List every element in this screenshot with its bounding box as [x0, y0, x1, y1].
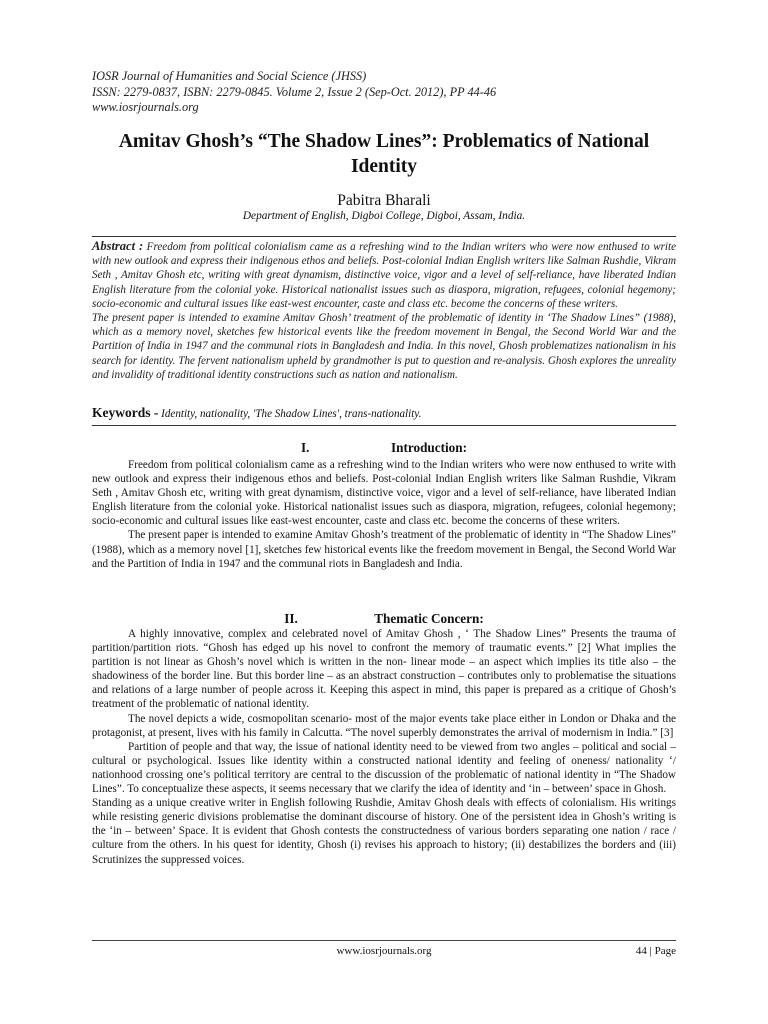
abstract-bottom-rule — [92, 425, 676, 426]
body-paragraph: Freedom from political colonialism came as a refreshing wind to the Indian writers who were now enthused to write with new outlook and express their indigenous ethos and beliefs. Post-colonial Indian English writers like Salman Rushdie, Vikram Seth , Amitav Ghosh etc, writing with great dynamism, distinctive voice, vigor and a level of self-reliance, have liberated Indian English literature from the colonial yoke. Historical nationalist issues such as diaspora, migration, refugees, colonial hegemony; socio-economic and cultural issues like east-west encounter, caste and class etc. become the concerns of these writers. — [92, 459, 676, 528]
keywords-line — [92, 406, 676, 421]
section-heading-introduction — [92, 440, 676, 456]
body-paragraph: The present paper is intended to examine Amitav Ghosh’s treatment of the problematic of identity in “The Shadow Lines” (1988), which as a memory novel [1], sketches few historical events like the freedom movement in Bengal, the Second World War and the Partition of India in 1947 and the communal riots in Bangladesh and India. — [92, 529, 676, 570]
section-number: I. — [301, 440, 310, 455]
body-paragraph: A highly innovative, complex and celebrated novel of Amitav Ghosh , ‘ The Shadow Lines” Presents the trauma of partition/partition riots. “Ghosh has edged up his novel to confront the memory of traumatic events.” [2] What implies the partition is not linear as Ghosh’s novel which is written in the non- linear mode – an aspect which implies its title also – the shadowiness of the border line. But this border line – as an abstract construction – contributes only to problematise the situations and relations of a large number of people across it. Keeping this aspect in mind, this paper is prepared as a critique of Ghosh’s treatment of the problematic of national identity. — [92, 628, 676, 711]
paper-page — [92, 0, 676, 1024]
abstract-top-rule — [92, 236, 676, 237]
section-title: Introduction: — [391, 440, 467, 455]
footer-url: www.iosrjournals.org — [336, 945, 432, 957]
journal-name: IOSR Journal of Humanities and Social Science (JHSS) — [92, 69, 367, 83]
introduction-body — [92, 458, 676, 571]
body-paragraph: The novel depicts a wide, cosmopolitan scenario- most of the major events take place either in London or Dhaka and the protagonist, at present, lives with his family in Calcutta. “The novel superbly demonstrates the arrival of modernism in India.” [3] — [92, 712, 676, 739]
footer-page-number: 44 | Page — [635, 945, 676, 957]
keywords-values: Identity, nationality, 'The Shadow Lines', trans-nationality. — [161, 408, 422, 420]
abstract-block — [92, 239, 676, 382]
abstract-label: Abstract : — [92, 239, 144, 253]
abstract-paragraph-2: The present paper is intended to examine Amitav Ghosh’ treatment of the problematic of identity in ‘The Shadow Lines” (1988), which as a memory novel, sketches few historical events like the freedom movement in Bengal, the Second World War and the Partition of India in 1947 and the communal riots in Bangladesh and India. In this novel, Ghosh problematizes nationalism in his search for identity. The fervent nationalism upheld by grandmother is put to question and re-analysis. Ghosh explores the unreality and invalidity of traditional identity constructions such as nation and nationalism. — [92, 312, 676, 381]
body-paragraph: Partition of people and that way, the issue of national identity need to be viewed from two angles – political and social – cultural or psychological. Issues like identity within a constructed national identity and feeling of oneness/ nationality ‘/ nationhood crossing one’s political territory are central to the discussion of the problematic of national identity in “The Shadow Lines”. To conceptualize these aspects, it seems necessary that we clarify the idea of identity and ‘in – between’ space in Ghosh. — [92, 740, 676, 796]
author-name: Pabitra Bharali — [337, 192, 431, 209]
section-number: II. — [284, 611, 298, 626]
footer-rule — [92, 940, 676, 941]
journal-header — [92, 69, 676, 116]
section-heading-thematic-concern — [92, 611, 676, 627]
thematic-concern-body — [92, 627, 676, 867]
journal-url: www.iosrjournals.org — [92, 100, 199, 114]
section-title: Thematic Concern: — [374, 611, 484, 626]
paper-title: Amitav Ghosh’s “The Shadow Lines”: Problematics of National Identity — [118, 131, 650, 177]
keywords-label: Keywords - — [92, 405, 159, 420]
body-paragraph: Standing as a unique creative writer in English following Rushdie, Amitav Ghosh deals with effects of colonialism. His writings while resisting generic divisions problematise the dominant discourse of history. One of the persistent idea in Ghosh’s writing is the ‘in – between’ Space. It is evident that Ghosh contests the constructedness of various borders separating one nation / race / culture from the others. In his quest for identity, Ghosh (i) revises his approach to history; (ii) destabilizes the borders and (iii) Scrutinizes the suppressed voices. — [92, 797, 676, 866]
journal-issn: ISSN: 2279-0837, ISBN: 2279-0845. Volume 2, Issue 2 (Sep-Oct. 2012), PP 44-46 — [92, 84, 497, 99]
author-affiliation: Department of English, Digboi College, Digboi, Assam, India. — [242, 210, 526, 222]
abstract-paragraph-1: Freedom from political colonialism came as a refreshing wind to the Indian writers who were now enthused to write with new outlook and express their indigenous ethos and beliefs. Post-colonial Indian English writers like Salman Rushdie, Vikram Seth , Amitav Ghosh etc, writing with great dynamism, distinctive voice, vigor and a level of self-reliance, have liberated Indian English literature from the colonial yoke. Historical nationalist issues such as diaspora, migration, refugees, colonial hegemony; socio-economic and cultural issues like east-west encounter, caste and class etc. become the concerns of these writers. — [92, 241, 676, 310]
